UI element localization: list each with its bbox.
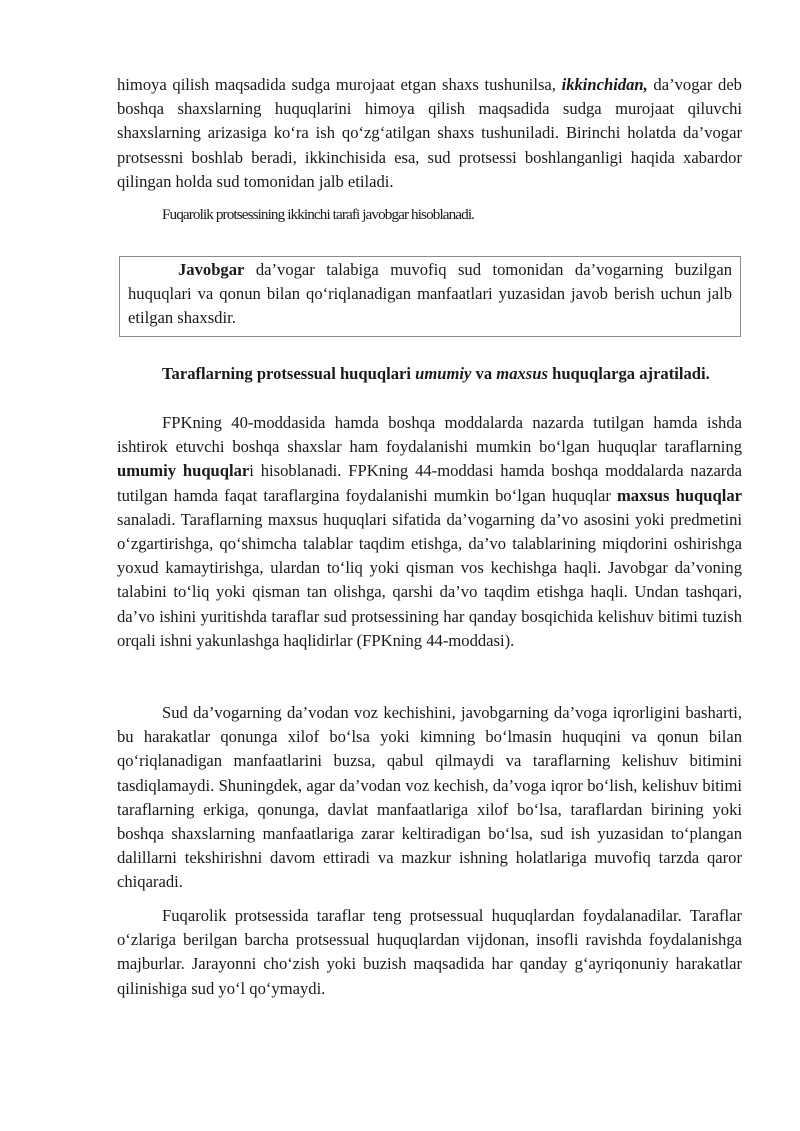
emphasis-ikkinchidan: ikkinchidan, [561, 75, 648, 94]
section-heading [117, 362, 742, 386]
heading-part: Taraflarning protsessual huquqlari [162, 364, 416, 383]
definition-term: Javobgar [178, 260, 245, 279]
heading-part: va [471, 364, 497, 383]
paragraph-1 [117, 73, 742, 194]
paragraph-3 [117, 411, 742, 653]
paragraph-2: Fuqarolik protsessining ikkinchi tarafi javobgar hisoblanadi. [162, 206, 475, 223]
paragraph-3-text-end: sanaladi. Taraflarning maxsus huquqlari sifatida da’vogarning da’vo asosini yoki predmetini o‘zgartirishga, qo‘shimcha talablar taqdim etishga, da’vo talablarining miqdorini oshirishga yoxud kamaytirishga, ulardan to‘liq yoki qisman vos kechishga haqli. Javobgar da’voning talabini to‘liq yoki qisman tan olishga, qarshi da’vo taqdim etishga haqli. Undan tashqari, da’vo ishini yuritishda taraflar sud protsessining har qanday bosqichida kelishuv bitimi tuzish orqali ishni yakunlashga haqlidirlar (FPKning 44-moddasi). [117, 509, 742, 650]
term-umumiy-huquqlar: umumiy huquqlar [117, 461, 250, 481]
paragraph-1-text: himoya qilish maqsadida sudga murojaat etgan shaxs tushunilsa, [117, 75, 562, 94]
paragraph-4: Sud da’vogarning da’vodan voz kechishini, javobgarning da’voga iqrorligini basharti, bu harakatlar qonunga xilof bo‘lsa yoki kimning bo‘lmasin huquqini va qonun bilan qo‘riqlanadigan manfaatlarini buzsa, qabul qilmaydi va taraflarning kelishuv bitimini tasdiqlamaydi. Shuningdek, agar da’vodan voz kechish, da’voga iqror bo‘lish, kelishuv bitimi taraflarning erkiga, qonunga, davlat manfaatlariga xilof bo‘lsa, taraflardan birining yoki boshqa shaxslarning manfaatlariga zarar keltiradigan bo‘lsa, sud ish yuzasidan to‘plangan dalillarni tekshirishni davom ettiradi va mazkur ishning holatlariga muvofiq tarzda qaror chiqaradi. [117, 703, 742, 892]
paragraph-5: Fuqarolik protsessida taraflar teng protsessual huquqlardan foydalanadilar. Taraflar o‘zlariga berilgan barcha protsessual huquqlardan vijdonan, insofli ravishda foydalanishga majburlar. Jarayonni cho‘zish yoki buzish maqsadida har qanday g‘ayriqonuniy harakatlar qilinishiga sud yo‘l qo‘ymaydi. [117, 906, 742, 998]
paragraph-3-text: FPKning 40-moddasida hamda boshqa moddalarda nazarda tutilgan hamda ishda ishtirok etuvchi boshqa shaxslar ham foydalanishi mumkin bo‘lgan huquqlar taraflarning [117, 413, 742, 457]
definition-text [128, 258, 732, 331]
definition-box [119, 256, 741, 337]
paragraph-3-text-cont: i hisoblanadi. FPKning 44-moddasi hamda boshqa moddalarda nazarda tutilgan hamda faqat taraflargina foydalanishi mumkin bo‘lgan huquqlar [117, 461, 742, 505]
term-maxsus-huquqlar: maxsus huquqlar [616, 485, 742, 505]
paragraph-1-text-cont: da’vogar deb boshqa shaxslarning huquqlarini himoya qilish maqsadida sudga murojaat qiluvchi shaxslarning arizasiga ko‘ra ish qo‘zg‘atilgan shaxs tushuniladi. Birinchi holatda da’vogar protsessni boshlab beradi, ikkinchisida esa, sud protsessi boshlanganligi haqida xabardor qilingan holda sud tomonidan jalb etiladi. [117, 75, 742, 191]
heading-part: huquqlarga ajratiladi. [547, 364, 710, 383]
heading-umumiy: umumiy [415, 364, 472, 383]
definition-body: da’vogar talabiga muvofiq sud tomonidan da’vogarning buzilgan huquqlari va qonun bilan qo‘riqlanadigan manfaatlari yuzasidan javob berish uchun jalb etilgan shaxsdir. [128, 260, 732, 328]
heading-maxsus: maxsus [496, 364, 548, 383]
